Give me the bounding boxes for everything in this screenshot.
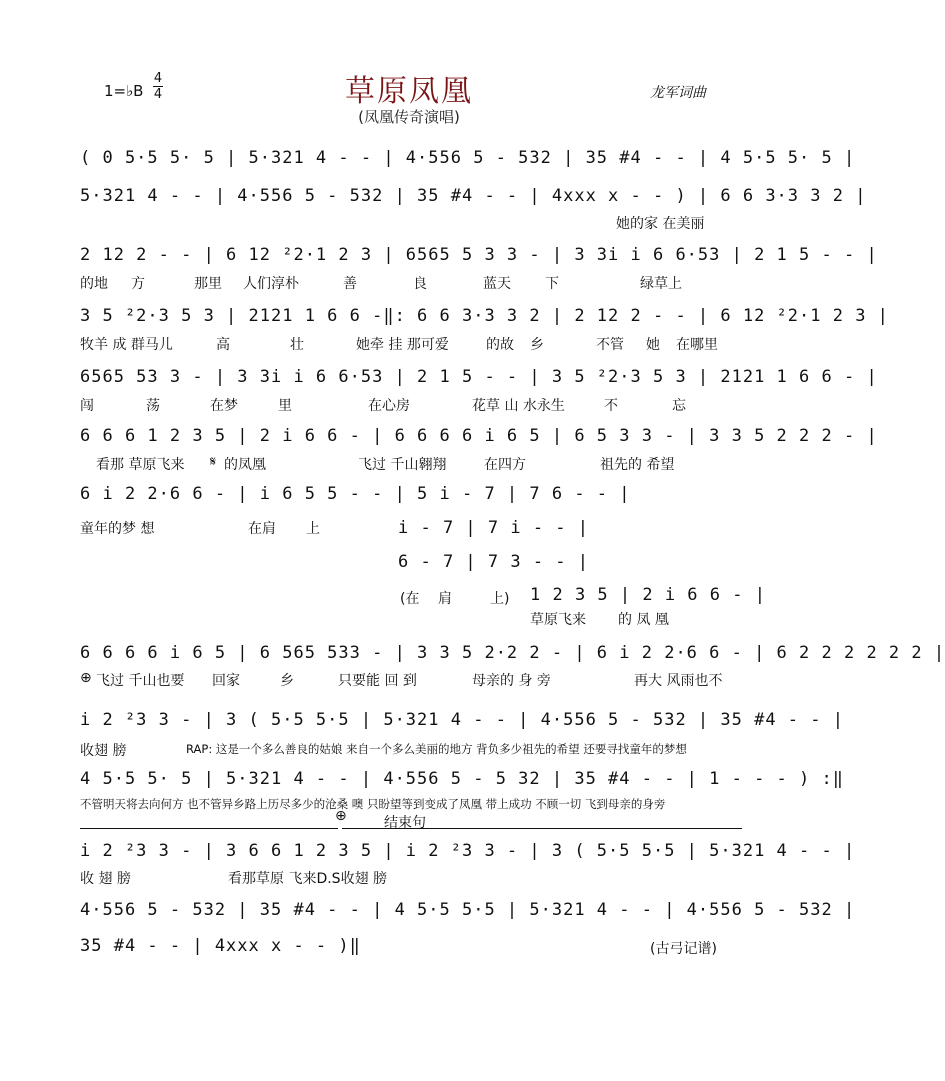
lyric: 高 [216,337,230,353]
lyric: 闯 [80,398,94,414]
lyric: 看那 草原飞来 [96,457,185,473]
lyric: 飞过 千山也要 [96,673,185,689]
lyric: 下 [545,276,559,292]
rap-text-2: 不管明天将去向何方 也不管异乡路上历尽多少的沧桑 噢 只盼望等到变成了凤凰 带上成功 不顾一切 飞到母亲的身旁 [80,797,666,811]
score-line-7-voice-2: i - 7 | 7 i - - | [398,518,589,538]
score-line-11: 4 5·5 5· 5 | 5·321 4 - - | 4·556 5 - 5 32 | 35 #4 - - | 1 - - - ) :‖ [80,769,844,789]
score-line-7: 6 i 2 2·6 6 - | i 6 5 5 - - | 5 i - 7 | 7 6 - - | [80,484,631,504]
score-line-2: 5·321 4 - - | 4·556 5 - 532 | 35 #4 - - | 4xxx x - - ) | 6 6 3·3 3 2 | [80,186,867,206]
lyric: 牧羊 成 群马儿 [80,337,173,353]
score-line-4: 3 5 ²2·3 5 3 | 2121 1 6 6 -‖: 6 6 3·3 3 2 | 2 12 2 - - | 6 12 ²2·1 2 3 | [80,306,889,326]
lyric: 在肩 [248,521,276,537]
lyric: 肩 [438,591,452,607]
score-line-8: 1 2 3 5 | 2 i 6 6 - | [530,585,766,605]
score-line-13: 4·556 5 - 532 | 35 #4 - - | 4 5·5 5·5 | 5·321 4 - - | 4·556 5 - 532 | [80,900,856,920]
volta-bracket-2 [342,828,742,829]
song-title: 草原凤凰 [345,74,473,109]
lyric: 忘 [672,398,686,414]
lyric: 不 [604,398,618,414]
lyric: 花草 山 水永生 [472,398,565,414]
lyric: 良 [413,276,427,292]
lyric: 那里 [194,276,222,292]
score-line-3: 2 12 2 - - | 6 12 ²2·1 2 3 | 6565 5 3 3 - | 3 3i i 6 6·53 | 2 1 5 - - | [80,245,878,265]
meter-top: 4 [153,71,163,86]
lyric: 祖先的 希望 [600,457,675,473]
lyric: 的 凤 凰 [618,612,669,628]
lyric: 飞过 千山翱翔 [358,457,447,473]
lyric: 童年的梦 想 [80,521,155,537]
rap-text-1: RAP: 这是一个多么善良的姑娘 来自一个多么美丽的地方 背负多少祖先的希望 还要寻找童年的梦想 [186,742,687,756]
lyric: 壮 [290,337,304,353]
lyric: 草原飞来 [530,612,586,628]
ending-label: 结束句 [384,815,426,831]
lyric: 上) [490,591,510,607]
score-line-6: 6 6 6 1 2 3 5 | 2 i 6 6 - | 6 6 6 6 i 6 5 | 6 5 3 3 - | 3 3 5 2 2 2 - | [80,426,878,446]
lyric: 她牵 挂 那可爱 [356,337,449,353]
lyric: 的地 [80,276,108,292]
lyric: 收 翅 膀 [80,871,131,887]
song-subtitle: (凤凰传奇演唱) [358,108,460,126]
lyric: 在哪里 [676,337,718,353]
lyric: 在四方 [484,457,526,473]
lyric: 在心房 [368,398,410,414]
composer-credit: 龙军词曲 [650,85,706,101]
score-line-1: ( 0 5·5 5· 5 | 5·321 4 - - | 4·556 5 - 532 | 35 #4 - - | 4 5·5 5· 5 | [80,148,856,168]
key-signature: 1=♭B [104,82,144,100]
lyric: 乡 [280,673,294,689]
coda-sign-2: ⊕ [335,808,347,824]
lyric: 不管 [596,337,624,353]
score-line-9: 6 6 6 6 i 6 5 | 6 565 533 - | 3 3 5 2·2 2 - | 6 i 2 2·6 6 - | 6 2 2 2 2 2 2 | [80,643,945,663]
transcriber-credit: (古弓记谱) [650,941,717,957]
score-line-14: 35 #4 - - | 4xxx x - - )‖ [80,936,361,956]
lyric: 绿草上 [640,276,682,292]
lyric: 回家 [212,673,240,689]
lyric: 的凤凰 [224,457,266,473]
lyric: 里 [278,398,292,414]
score-line-12: i 2 ²3 3 - | 3 6 6 1 2 3 5 | i 2 ²3 3 - | 3 ( 5·5 5·5 | 5·321 4 - - | [80,841,856,861]
score-line-5: 6565 53 3 - | 3 3i i 6 6·53 | 2 1 5 - - | 3 5 ²2·3 5 3 | 2121 1 6 6 - | [80,367,878,387]
coda-sign: ⊕ [80,670,92,686]
lyric: 上 [306,521,320,537]
lyric: 她 [646,337,660,353]
lyric: 善 [343,276,357,292]
volta-bracket-1 [80,828,338,829]
lyric: 看那草原 飞来D.S收翅 膀 [228,871,388,887]
score-line-10: i 2 ²3 3 - | 3 ( 5·5 5·5 | 5·321 4 - - | 4·556 5 - 532 | 35 #4 - - | [80,710,844,730]
segno-sign: 𝄋 [210,454,217,470]
lyric-line-10: 收翅 膀 [80,743,127,759]
lyric: 母亲的 身 旁 [472,673,551,689]
lyric: 只要能 回 到 [338,673,417,689]
lyric: 乡 [530,337,544,353]
meter-bottom: 4 [153,87,163,102]
lyric: 的故 [486,337,514,353]
lyric: 荡 [146,398,160,414]
lyric-line-2: 她的家 在美丽 [616,216,705,232]
lyric: 在梦 [210,398,238,414]
lyric: 再大 风雨也不 [634,673,723,689]
lyric: (在 [400,591,420,607]
score-line-7-voice-3: 6 - 7 | 7 3 - - | [398,552,589,572]
lyric: 人们淳朴 [243,276,299,292]
lyric: 蓝天 [483,276,511,292]
lyric: 方 [131,276,145,292]
